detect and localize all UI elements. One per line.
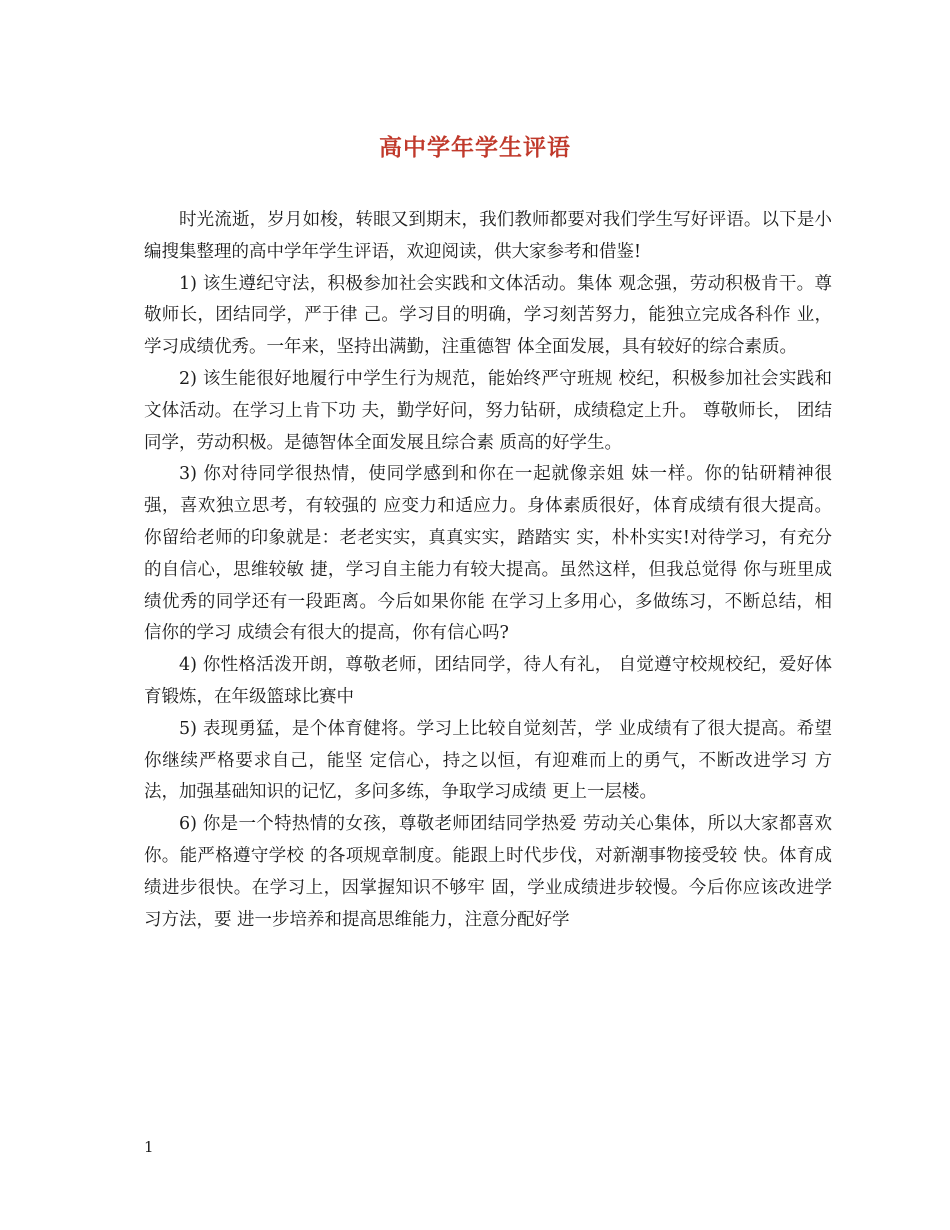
comment-paragraph-6: 6) 你是一个特热情的女孩，尊敬老师团结同学热爱 劳动关心集体，所以大家都喜欢你。能严格遵守学校 的各项规章制度。能跟上时代步伐，对新潮事物接受较 快。体育成绩进步很快。在学习上，因掌握知识不够牢 固，学业成绩进步较慢。今后你应该改进学习方法，要 进一步培养和提高思维能力，注意分配好学 (144, 814, 832, 930)
document-title: 高中学年学生评语 (379, 134, 571, 161)
comment-paragraph-5: 5) 表现勇猛，是个体育健将。学习上比较自觉刻苦，学 业成绩有了很大提高。希望你继续严格要求自己，能坚 定信心，持之以恒，有迎难而上的勇气，不断改进学习 方法，加强基础知识的记忆，多问多练，争取学习成绩 更上一层楼。 (144, 718, 832, 803)
page-number: 1 (144, 1138, 154, 1156)
comment-paragraph-4: 4) 你性格活泼开朗，尊敬老师，团结同学，待人有礼， 自觉遵守校规校纪，爱好体育锻炼，在年级篮球比赛中 (144, 655, 832, 707)
intro-paragraph: 时光流逝，岁月如梭，转眼又到期末，我们教师都要对我们学生写好评语。以下是小编搜集整理的高中学年学生评语，欢迎阅读，供大家参考和借鉴! (144, 210, 832, 262)
comment-paragraph-1: 1) 该生遵纪守法，积极参加社会实践和文体活动。集体 观念强，劳动积极肯干。尊敬师长，团结同学，严于律 己。学习目的明确，学习刻苦努力，能独立完成各科作 业，学习成绩优秀。一年来，坚持出满勤，注重德智 体全面发展，具有较好的综合素质。 (144, 273, 832, 358)
comment-paragraph-2: 2) 该生能很好地履行中学生行为规范，能始终严守班规 校纪，积极参加社会实践和文体活动。在学习上肯下功 夫，勤学好问，努力钻研，成绩稳定上升。 尊敬师长， 团结同学，劳动积极。是德智体全面发展且综合素 质高的好学生。 (144, 368, 832, 453)
comment-paragraph-3: 3) 你对待同学很热情，使同学感到和你在一起就像亲姐 妹一样。你的钻研精神很强，喜欢独立思考，有较强的 应变力和适应力。身体素质很好，体育成绩有很大提高。 你留给老师的印象就是：老老实实，真真实实，踏踏实 实，朴朴实实!对待学习，有充分的自信心，思维较敏 捷，学习自主能力有较大提高。虽然这样，但我总觉得 你与班里成绩优秀的同学还有一段距离。今后如果你能 在学习上多用心，多做练习，不断总结，相信你的学习 成绩会有很大的提高，你有信心吗? (144, 464, 832, 644)
document-body (144, 205, 832, 936)
